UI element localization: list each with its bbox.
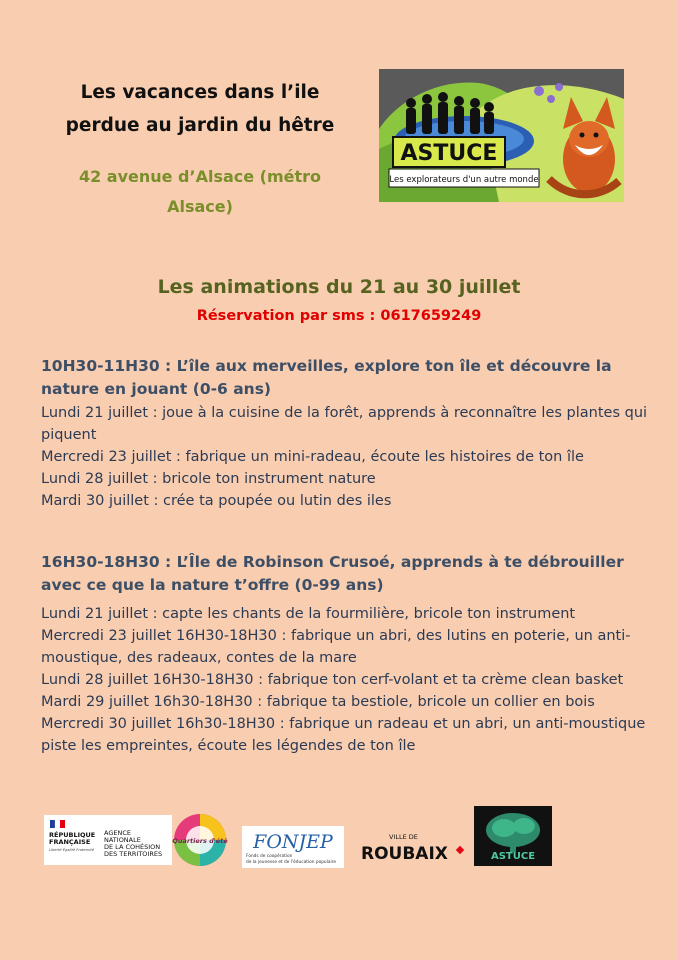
list-item: Mercredi 30 juillet 16h30-18H30 : fabrique un radeau et un abri, un anti-moustique piste les empreintes, écoute les légendes de ton île: [41, 716, 646, 754]
svg-text:FONJEP: FONJEP: [253, 831, 333, 853]
svg-text:de la jeunesse et de l'éducati: de la jeunesse et de l'éducation populaire: [246, 860, 336, 865]
reservation-info: Réservation par sms : 0617659249: [196, 308, 482, 324]
astuce-logo: [379, 69, 624, 202]
astuce-logo-name: ASTUCE: [400, 141, 498, 166]
svg-text:Liberté Égalité Fraternité: Liberté Égalité Fraternité: [49, 848, 94, 852]
page-title: [40, 76, 360, 142]
fonjep-logo: [242, 826, 344, 868]
list-item: Mardi 29 juillet 16h30-18H30 : fabrique ta bestiole, bricole un collier en bois: [41, 694, 595, 710]
address-line-2: Alsace): [167, 197, 233, 216]
session-morning: [41, 355, 651, 512]
svg-text:FRANÇAISE: FRANÇAISE: [49, 838, 91, 846]
astuce-logo-tagline: Les explorateurs d'un autre monde: [389, 175, 539, 185]
address: [40, 162, 360, 222]
session-afternoon: [41, 551, 651, 757]
svg-text:VILLE DE: VILLE DE: [389, 833, 418, 841]
svg-text:NATIONALE: NATIONALE: [104, 836, 141, 844]
list-item: Mercredi 23 juillet 16H30-18H30 : fabrique un abri, des lutins en poterie, un anti-moustique, des radeaux, contes de la mare: [41, 628, 631, 666]
list-item: Lundi 28 juillet 16H30-18H30 : fabrique ton cerf-volant et ta crème clean basket: [41, 672, 624, 688]
svg-text:ASTUCE: ASTUCE: [490, 851, 536, 862]
svg-text:RÉPUBLIQUE: RÉPUBLIQUE: [49, 831, 96, 839]
svg-text:DE LA COHÉSION: DE LA COHÉSION: [104, 843, 161, 851]
list-item: Lundi 21 juillet : joue à la cuisine de la forêt, apprends à reconnaître les plantes qui piquent: [41, 405, 648, 443]
session-title: 10H30-11H30 : L’île aux merveilles, explore ton île et découvre la nature en jouant (0-6 ans): [41, 357, 612, 398]
republique-francaise-logo: [44, 815, 172, 865]
astuce-tree-logo: [474, 806, 552, 866]
animations-heading: Les animations du 21 au 30 juillet: [157, 276, 521, 298]
list-item: Lundi 21 juillet : capte les chants de la fourmilière, bricole ton instrument: [41, 606, 576, 622]
list-item: Mercredi 23 juillet : fabrique un mini-radeau, écoute les histoires de ton île: [41, 449, 584, 465]
svg-text:AGENCE: AGENCE: [104, 829, 131, 837]
svg-text:Fonds de coopération: Fonds de coopération: [246, 854, 293, 859]
quartiers-ete-logo: [172, 812, 228, 868]
address-line-1: 42 avenue d’Alsace (métro: [78, 167, 322, 186]
svg-text:DES TERRITOIRES: DES TERRITOIRES: [104, 850, 163, 858]
title-line-1: Les vacances dans l’ile: [80, 82, 320, 103]
svg-text:Quartiers d'été: Quartiers d'été: [172, 837, 228, 845]
list-item: Mardi 30 juillet : crée ta poupée ou lutin des iles: [41, 493, 392, 509]
roubaix-logo: [361, 830, 467, 864]
title-line-2: perdue au jardin du hêtre: [65, 115, 335, 136]
session-title: 16H30-18H30 : L’Île de Robinson Crusoé, apprends à te débrouiller avec ce que la nature t’offre (0-99 ans): [41, 553, 624, 594]
svg-text:ROUBAIX: ROUBAIX: [361, 844, 448, 864]
session-activities: [41, 603, 651, 757]
list-item: Lundi 28 juillet : bricole ton instrument nature: [41, 471, 376, 487]
session-activities: [41, 402, 651, 512]
astuce-logo-art: [379, 69, 624, 202]
